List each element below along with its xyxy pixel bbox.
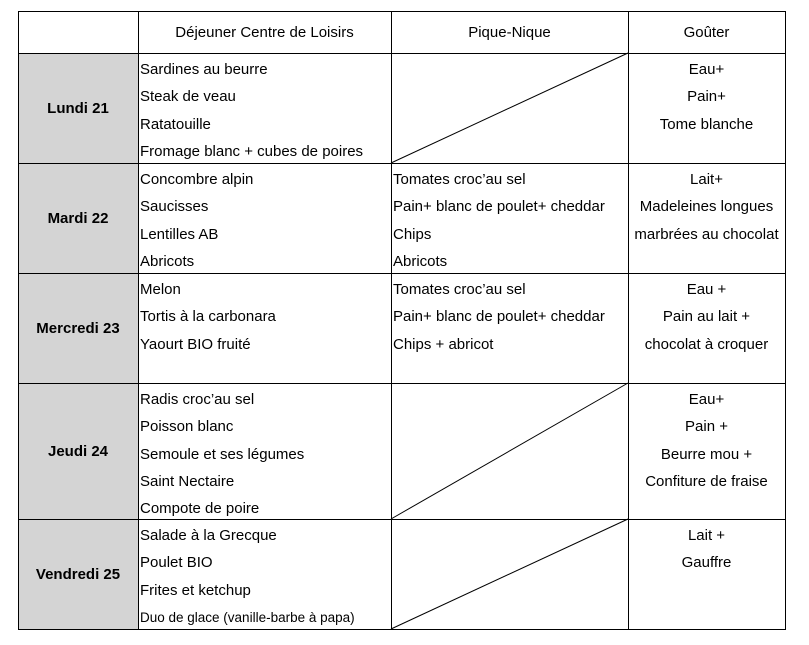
dejeuner-cell: [138, 519, 391, 629]
dish: Concombre alpin: [140, 171, 254, 188]
gouter-item: Tome blanche: [659, 115, 754, 133]
pique-nique-empty-cell: [391, 383, 628, 519]
day-label: Mardi 22: [18, 163, 138, 273]
dish: Saucisses: [140, 198, 209, 216]
gouter-item: Gauffre: [681, 554, 732, 572]
gouter-item: Eau +: [686, 281, 727, 298]
grid-line: [18, 629, 786, 630]
dish: Melon: [140, 281, 181, 298]
gouter-item: Eau+: [688, 61, 725, 78]
day-label: Vendredi 25: [18, 519, 138, 629]
dish: Salade à la Grecque: [140, 527, 277, 544]
pique-nique-item: Tomates croc’au sel: [393, 281, 526, 298]
grid-line: [18, 53, 786, 54]
gouter-item: chocolat à croquer: [644, 335, 769, 353]
gouter-cell: [628, 383, 785, 519]
pique-nique-item: Chips + abricot: [393, 335, 494, 353]
grid-line: [18, 519, 786, 520]
gouter-item: Confiture de fraise: [645, 472, 768, 490]
grid-line: [18, 163, 786, 164]
grid-line: [18, 11, 786, 12]
header-dejeuner: Déjeuner Centre de Loisirs: [175, 23, 354, 41]
grid-line: [18, 273, 786, 274]
gouter-item: Pain +: [685, 418, 728, 436]
dish: Ratatouille: [140, 115, 211, 133]
day-label: Lundi 21: [18, 53, 138, 163]
dish: Saint Nectaire: [140, 472, 235, 490]
dejeuner-cell: [138, 53, 391, 163]
header-corner: [18, 11, 138, 53]
dish: Abricots: [140, 252, 195, 270]
dejeuner-cell: [138, 163, 391, 273]
dish: Frites et ketchup: [140, 581, 251, 599]
grid-line: [138, 11, 139, 630]
gouter-item: Madeleines longues: [639, 198, 774, 216]
dish: Poulet BIO: [140, 554, 213, 572]
pique-nique-empty-cell: [391, 519, 628, 629]
grid-line: [18, 383, 786, 384]
gouter-item: Eau+: [688, 391, 725, 408]
grid-line: [785, 11, 786, 630]
pique-nique-item: Pain+ blanc de poulet+ cheddar: [393, 308, 605, 326]
dejeuner-cell: [138, 273, 391, 383]
pique-nique-item: Pain+ blanc de poulet+ cheddar: [393, 198, 605, 216]
dish: Fromage blanc + cubes de poires: [140, 142, 364, 160]
gouter-item: Lait +: [687, 527, 726, 544]
dish: Steak de veau: [140, 88, 236, 106]
grid-line: [391, 11, 392, 630]
grid-line: [628, 11, 629, 630]
dish: Radis croc’au sel: [140, 391, 255, 408]
dish: Lentilles AB: [140, 225, 219, 243]
gouter-cell: [628, 519, 785, 629]
pique-nique-item: Abricots: [393, 252, 448, 270]
gouter-item: Lait+: [690, 171, 723, 188]
day-label: Mercredi 23: [18, 273, 138, 383]
dejeuner-cell: [138, 383, 391, 519]
pique-nique-item: Tomates croc’au sel: [393, 171, 526, 188]
grid-line: [18, 11, 19, 630]
dish: Duo de glace (vanille-barbe à papa): [140, 609, 355, 625]
gouter-item: marbrées au chocolat: [634, 225, 779, 243]
gouter-cell: [628, 53, 785, 163]
dish: Compote de poire: [140, 500, 260, 518]
dish: Sardines au beurre: [140, 61, 268, 78]
dish: Semoule et ses légumes: [140, 445, 305, 463]
day-label: Jeudi 24: [18, 383, 138, 519]
gouter-item: Pain au lait +: [662, 308, 751, 326]
pique-nique-empty-cell: [391, 53, 628, 163]
dish: Yaourt BIO fruité: [140, 335, 251, 353]
pique-nique-cell: [391, 273, 628, 383]
gouter-cell: [628, 273, 785, 383]
header-gouter: Goûter: [683, 23, 730, 41]
pique-nique-cell: [391, 163, 628, 273]
header-pique-nique: Pique-Nique: [468, 23, 551, 41]
dish: Poisson blanc: [140, 418, 234, 436]
pique-nique-item: Chips: [393, 225, 432, 243]
gouter-item: Beurre mou +: [660, 445, 753, 463]
dish: Tortis à la carbonara: [140, 308, 276, 326]
gouter-item: Pain+: [687, 88, 726, 106]
gouter-cell: [628, 163, 785, 273]
